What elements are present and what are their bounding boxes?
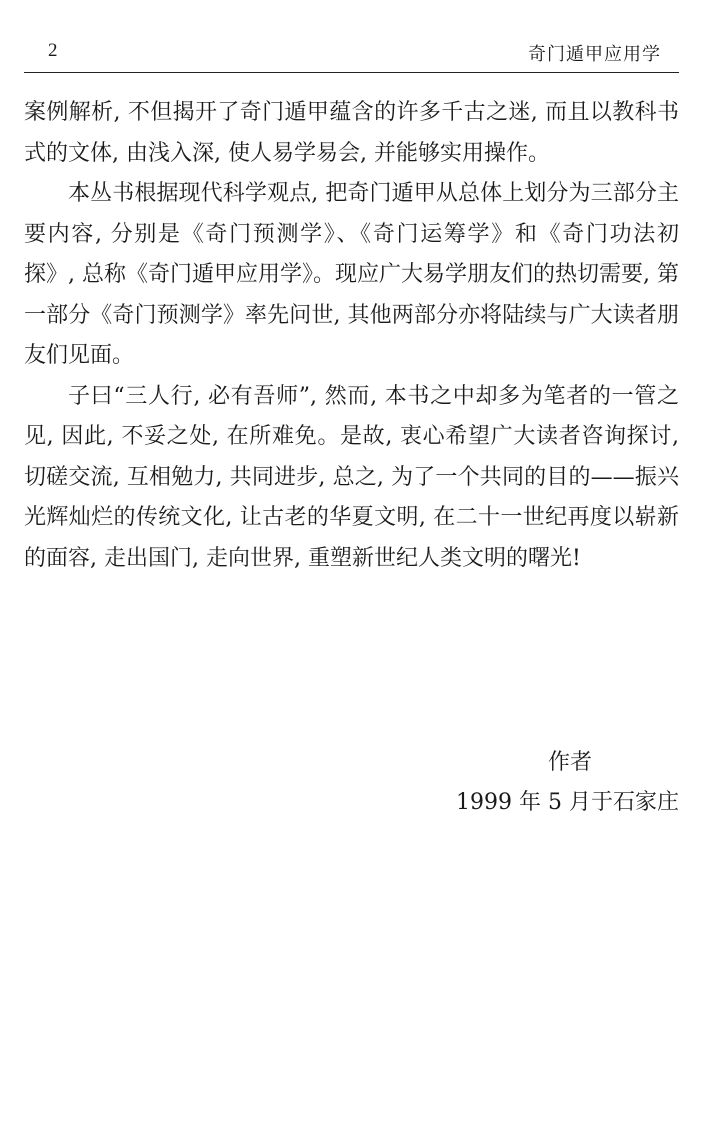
- signature-block: [456, 743, 679, 823]
- paragraph-2: 本丛书根据现代科学观点, 把奇门遁甲从总体上划分为三部分主要内容, 分别是《奇门预测学》、《奇门运筹学》和《奇门功法初探》, 总称《奇门遁甲应用学》。现应广大易学朋友们的热切需要, 第一部分《奇门预测学》率先问世, 其他两部分亦将陆续与广大读者朋友们见面。: [24, 181, 679, 368]
- signature-date: 1999 年 5 月于石家庄: [456, 790, 679, 815]
- page-header: [24, 36, 679, 73]
- running-title: 奇门遁甲应用学: [528, 44, 661, 65]
- paragraph-3: 子曰“三人行, 必有吾师”, 然而, 本书之中却多为笔者的一管之见, 因此, 不妥之处, 在所难免。是故, 衷心希望广大读者咨询探讨, 切磋交流, 互相勉力, 共同进步, 总之, 为了一个共同的目的——振兴光辉灿烂的传统文化, 让古老的华夏文明, 在二十一世纪再度以崭新的面容, 走出国门, 走向世界, 重塑新世纪人类文明的曙光!: [24, 383, 679, 571]
- body-text: [24, 93, 679, 579]
- author-label: 作者: [547, 750, 592, 775]
- page-number: 2: [48, 40, 58, 61]
- paragraph-1: 案例解析, 不但揭开了奇门遁甲蕴含的许多千古之迷, 而且以教科书式的文体, 由浅入深, 使人易学易会, 并能够实用操作。: [24, 100, 679, 166]
